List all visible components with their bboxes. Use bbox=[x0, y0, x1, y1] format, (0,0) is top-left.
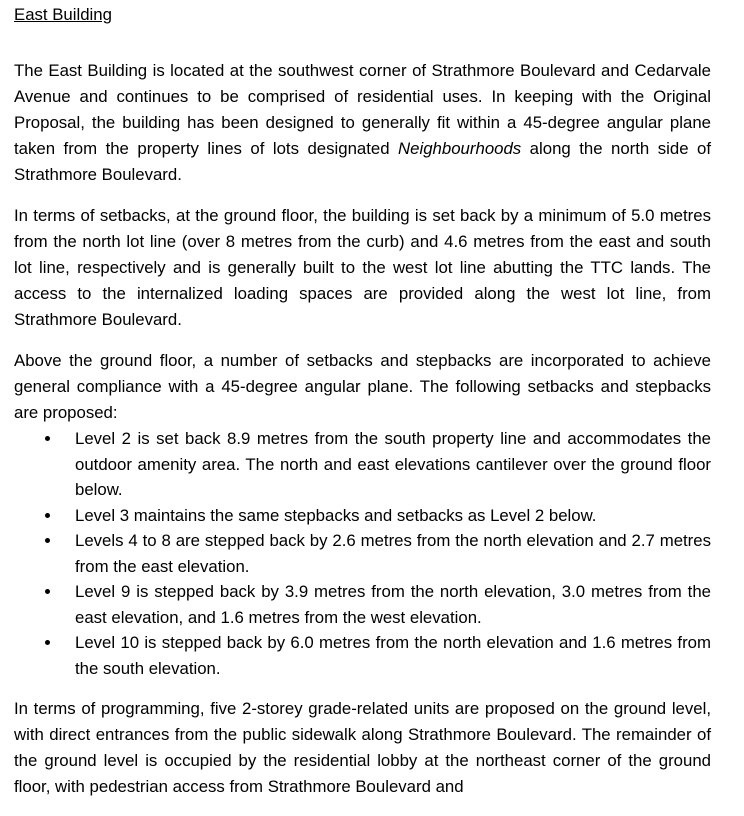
paragraph bbox=[14, 58, 711, 188]
bullet-icon bbox=[45, 436, 50, 441]
setbacks-list bbox=[14, 426, 711, 681]
italic-text-segment: Neighbourhoods bbox=[398, 139, 522, 158]
bullet-icon bbox=[45, 513, 50, 518]
intro-paragraphs bbox=[14, 58, 711, 426]
paragraph bbox=[14, 348, 711, 426]
list-item-text: Level 3 maintains the same stepbacks and setbacks as Level 2 below. bbox=[75, 505, 597, 525]
list-item bbox=[14, 503, 711, 529]
list-item bbox=[14, 579, 711, 630]
paragraph bbox=[14, 203, 711, 333]
text-segment: along the north side of Strathmore Boulevard. bbox=[14, 139, 711, 184]
list-item-text: Level 9 is stepped back by 3.9 metres from the north elevation, 3.0 metres from the east elevation, and 1.6 metres from the west elevation. bbox=[75, 582, 711, 627]
bullet-icon bbox=[45, 589, 50, 594]
list-item-text: Levels 4 to 8 are stepped back by 2.6 metres from the north elevation and 2.7 metres from the east elevation. bbox=[75, 531, 711, 576]
list-item bbox=[14, 630, 711, 681]
text-segment: In terms of programming, five 2-storey grade-related units are proposed on the ground level, with direct entrances from the public sidewalk along Strathmore Boulevard. The remainder of the ground level is occupied by the residential lobby at the northeast corner of the ground floor, with pedestrian access from Strathmore Boulevard and bbox=[14, 699, 711, 796]
section-heading: East Building bbox=[14, 5, 112, 24]
list-item-text: Level 2 is set back 8.9 metres from the south property line and accommodates the outdoor amenity area. The north and east elevations cantilever over the ground floor below. bbox=[75, 429, 711, 499]
list-item bbox=[14, 426, 711, 503]
text-segment: In terms of setbacks, at the ground floor, the building is set back by a minimum of 5.0 metres from the north lot line (over 8 metres from the curb) and 4.6 metres from the east and south lot line, respectively and is generally built to the west lot line abutting the TTC lands. The access to the internalized loading spaces are provided along the west lot line, from Strathmore Boulevard. bbox=[14, 206, 711, 329]
closing-paragraphs bbox=[14, 696, 711, 800]
paragraph bbox=[14, 696, 711, 800]
text-segment: Above the ground floor, a number of setbacks and stepbacks are incorporated to achieve general compliance with a 45-degree angular plane. The following setbacks and stepbacks are proposed: bbox=[14, 351, 711, 422]
list-item-text: Level 10 is stepped back by 6.0 metres from the north elevation and 1.6 metres from the south elevation. bbox=[75, 633, 711, 678]
text-segment: The East Building is located at the southwest corner of Strathmore Boulevard and Cedarvale Avenue and continues to be comprised of residential uses. In keeping with the Original Proposal, the building has been designed to generally fit within a 45-degree angular plane taken from the property lines of lots designated bbox=[14, 61, 711, 158]
list-item bbox=[14, 528, 711, 579]
bullet-icon bbox=[45, 538, 50, 543]
bullet-icon bbox=[45, 640, 50, 645]
